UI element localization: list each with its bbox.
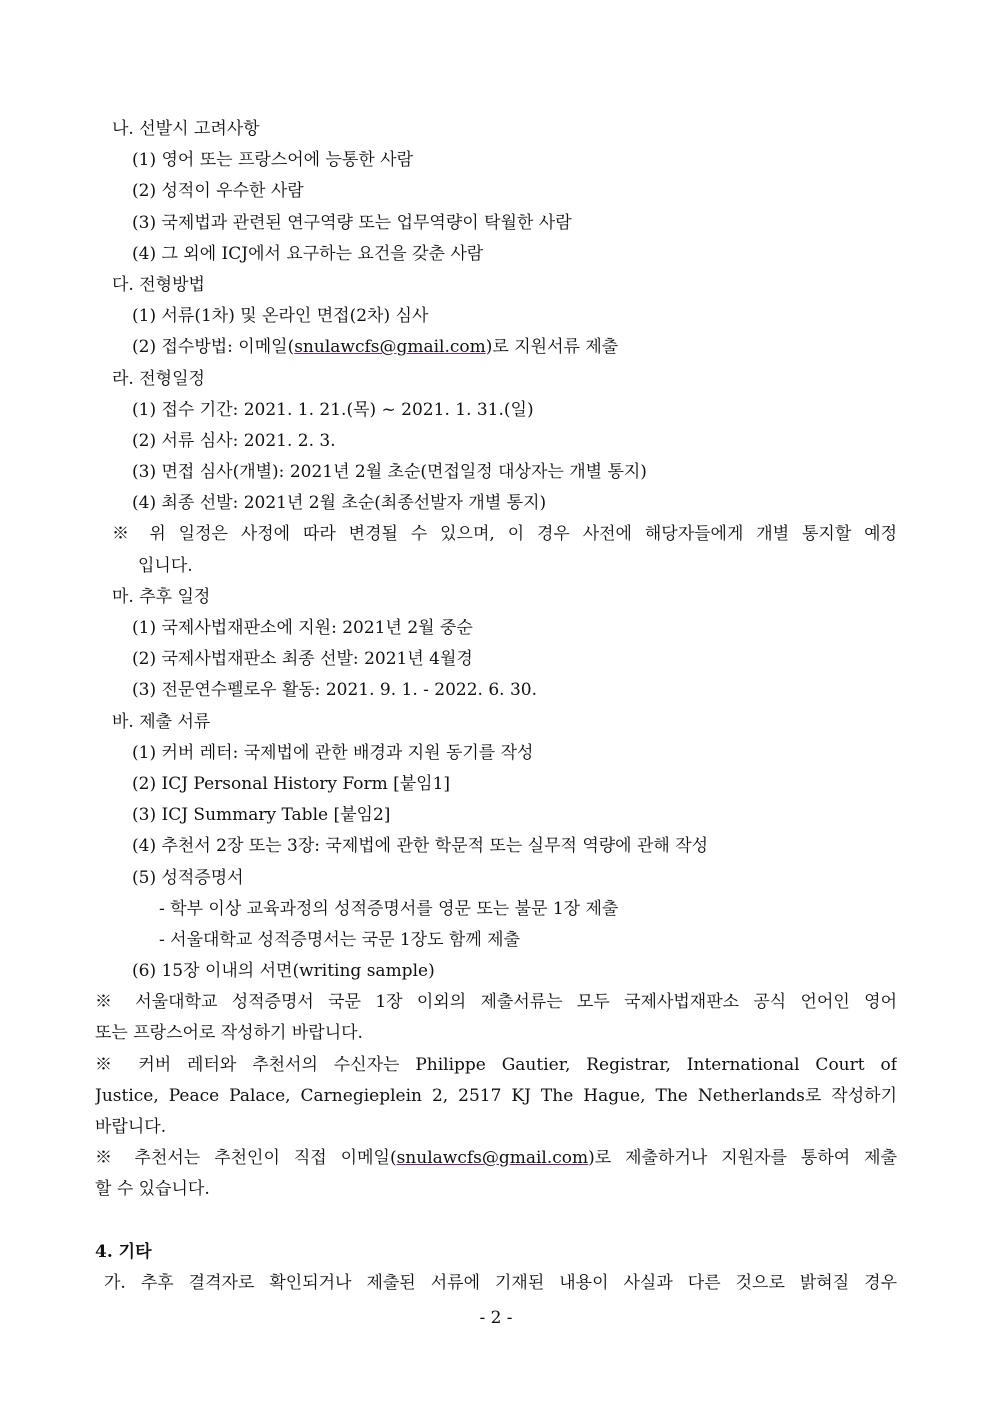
text-segment: (2) 접수방법: 이메일( [132,337,295,358]
list-item: (1) 접수 기간: 2021. 1. 21.(목) ~ 2021. 1. 31.(일) [132,399,534,420]
note-recipient: ※ 커버 레터와 추천서의 수신자는 Philippe Gautier, Registrar, International Court of [95,1054,897,1075]
section-ma-heading: 마. 추후 일정 [112,586,211,607]
note-recipient-end: 바랍니다. [95,1117,167,1137]
text-segment: ※ 추천서는 추천인이 직접 이메일( [95,1148,397,1169]
section-ba-heading: 바. 제출 서류 [112,711,211,732]
section-na-heading: 나. 선발시 고려사항 [112,119,260,139]
list-item: (3) 전문연수펠로우 활동: 2021. 9. 1. - 2022. 6. 30. [132,680,538,701]
sub-list-item: - 서울대학교 성적증명서는 국문 1장도 함께 제출 [159,929,521,950]
note-recommendation-continued: 할 수 있습니다. [95,1179,210,1200]
schedule-note-continued: 입니다. [138,555,193,576]
document-body [95,114,897,1299]
list-item: (4) 최종 선발: 2021년 2월 초순(최종선발자 개별 통지) [132,493,547,514]
section-4-heading: 4. 기타 [95,1241,152,1262]
email-link[interactable]: snulawcfs@gmail.com [396,1148,589,1169]
list-item: (1) 커버 레터: 국제법에 관한 배경과 지원 동기를 작성 [132,742,534,763]
list-item: (1) 서류(1차) 및 온라인 면접(2차) 심사 [132,306,429,327]
section-ra-heading: 라. 전형일정 [112,368,205,389]
text-segment: )로 제출하거나 지원자를 통하여 제출 [588,1148,897,1169]
list-item: (3) ICJ Summary Table [붙임2] [132,805,391,826]
list-item: (2) ICJ Personal History Form [붙임1] [132,773,451,794]
list-item: (3) 면접 심사(개별): 2021년 2월 초순(면접일정 대상자는 개별 통지) [132,462,647,483]
list-item: (4) 그 외에 ICJ에서 요구하는 요건을 갖춘 사람 [132,243,484,264]
list-item: (6) 15장 이내의 서면(writing sample) [132,961,435,982]
list-item: (1) 영어 또는 프랑스어에 능통한 사람 [132,150,414,171]
note-recommendation [95,1143,897,1174]
list-item: (3) 국제법과 관련된 연구역량 또는 업무역량이 탁월한 사람 [132,212,572,233]
list-item: (2) 성적이 우수한 사람 [132,181,304,202]
sub-list-item: - 학부 이상 교육과정의 성적증명서를 영문 또는 불문 1장 제출 [159,898,619,919]
page-number: - 2 - [479,1308,513,1328]
list-item: (5) 성적증명서 [132,867,244,888]
list-item-submission-method [95,332,897,363]
list-item: 가. 추후 결격자로 확인되거나 제출된 서류에 기재된 내용이 사실과 다른 것으로 밝혀질 경우 [104,1272,897,1293]
list-item: (1) 국제사법재판소에 지원: 2021년 2월 중순 [132,618,473,638]
note-recipient-continued: Justice, Peace Palace, Carnegieplein 2, 2517 KJ The Hague, The Netherlands로 작성하기 [95,1085,897,1106]
email-link[interactable]: snulawcfs@gmail.com [294,337,486,358]
section-da-heading: 다. 전형방법 [112,274,205,295]
list-item: (2) 서류 심사: 2021. 2. 3. [132,430,336,451]
text-segment: )로 지원서류 제출 [485,337,619,358]
list-item: (4) 추천서 2장 또는 3장: 국제법에 관한 학문적 또는 실무적 역량에 관해 작성 [132,836,709,857]
spacer [95,1206,897,1237]
note-language: ※ 서울대학교 성적증명서 국문 1장 이외의 제출서류는 모두 국제사법재판소 공식 언어인 영어 [95,992,897,1013]
note-language-continued: 또는 프랑스어로 작성하기 바랍니다. [95,1023,363,1044]
list-item: (2) 국제사법재판소 최종 선발: 2021년 4월경 [132,649,473,670]
schedule-note: ※ 위 일정은 사정에 따라 변경될 수 있으며, 이 경우 사전에 해당자들에게 개별 통지할 예정 [112,524,897,545]
